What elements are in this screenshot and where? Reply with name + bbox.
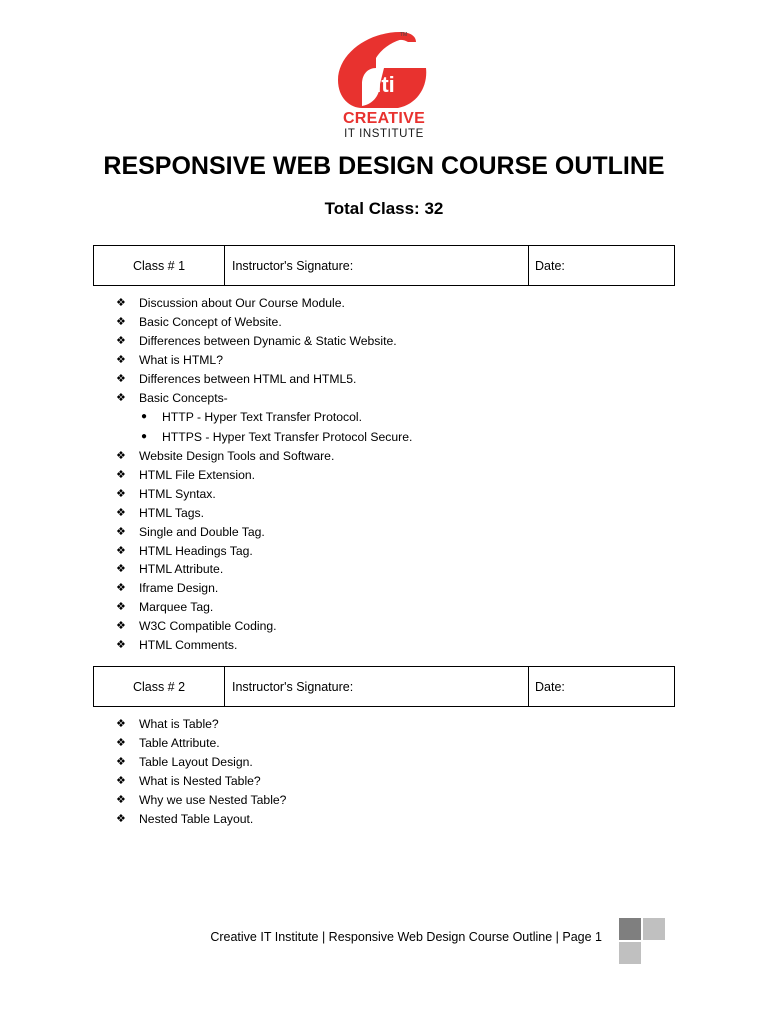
logo-mark-icon xyxy=(334,28,434,112)
diamond-bullet-icon: ❖ xyxy=(116,506,126,519)
diamond-bullet-icon: ❖ xyxy=(116,812,126,825)
diamond-bullet-icon: ❖ xyxy=(116,620,126,633)
list-item-text: What is Nested Table? xyxy=(139,773,261,788)
bullet-dot-icon: ● xyxy=(141,430,148,442)
logo-subtitle: IT INSTITUTE xyxy=(344,128,424,140)
instructor-signature-label: Instructor's Signature: xyxy=(225,667,529,706)
class-2-header-table xyxy=(93,666,675,707)
diamond-bullet-icon: ❖ xyxy=(116,582,126,595)
diamond-bullet-icon: ❖ xyxy=(116,468,126,481)
class-label: Class # 1 xyxy=(94,246,225,285)
class-label: Class # 2 xyxy=(94,667,225,706)
list-item-text: What is HTML? xyxy=(139,352,223,367)
list-item-text: What is Table? xyxy=(139,717,219,731)
list-item-text: Iframe Design. xyxy=(139,581,219,596)
diamond-bullet-icon: ❖ xyxy=(116,774,126,787)
footer-square-light xyxy=(643,918,665,940)
list-item-text: Basic Concepts- xyxy=(139,390,228,405)
diamond-bullet-icon: ❖ xyxy=(116,563,126,576)
diamond-bullet-icon: ❖ xyxy=(116,391,126,404)
list-item-text: Discussion about Our Course Module. xyxy=(139,296,345,310)
list-item-text: Table Layout Design. xyxy=(139,754,253,769)
logo-mark-text: iti xyxy=(375,72,395,97)
list-item-text: HTTP - Hyper Text Transfer Protocol. xyxy=(162,410,363,424)
diamond-bullet-icon: ❖ xyxy=(116,297,126,309)
date-label: Date: xyxy=(535,679,565,694)
date-label: Date: xyxy=(535,258,565,273)
footer-square-light xyxy=(619,942,641,964)
list-item-text: HTML Tags. xyxy=(139,505,205,520)
class-1-header-table xyxy=(93,245,675,286)
institute-logo xyxy=(334,28,434,142)
list-item-text: HTML Headings Tag. xyxy=(139,543,253,558)
list-item-text: HTML Syntax. xyxy=(139,486,216,501)
list-item-text: Differences between Dynamic & Static Website. xyxy=(139,333,397,348)
total-class: Total Class: 32 xyxy=(324,199,444,218)
list-item-text: Why we use Nested Table? xyxy=(139,792,287,807)
list-item-text: Website Design Tools and Software. xyxy=(139,449,335,463)
diamond-bullet-icon: ❖ xyxy=(116,372,126,385)
list-item-text: HTML Comments. xyxy=(139,638,238,652)
diamond-bullet-icon: ❖ xyxy=(116,601,126,614)
diamond-bullet-icon: ❖ xyxy=(116,450,126,462)
diamond-bullet-icon: ❖ xyxy=(116,793,126,806)
list-item-text: HTTPS - Hyper Text Transfer Protocol Secure. xyxy=(162,429,413,444)
list-item-text: Table Attribute. xyxy=(139,735,220,750)
diamond-bullet-icon: ❖ xyxy=(116,718,126,730)
logo-tm: TM xyxy=(400,32,408,38)
instructor-signature-label: Instructor's Signature: xyxy=(225,246,529,285)
diamond-bullet-icon: ❖ xyxy=(116,755,126,768)
logo-name: CREATIVE xyxy=(342,110,426,127)
list-item-text: Nested Table Layout. xyxy=(139,811,254,826)
document-title: RESPONSIVE WEB DESIGN COURSE OUTLINE xyxy=(103,152,665,180)
diamond-bullet-icon: ❖ xyxy=(116,353,126,366)
list-item-text: Marquee Tag. xyxy=(139,600,214,615)
diamond-bullet-icon: ❖ xyxy=(116,315,126,328)
list-item-text: HTML File Extension. xyxy=(139,467,256,482)
list-item-text: HTML Attribute. xyxy=(139,562,224,577)
diamond-bullet-icon: ❖ xyxy=(116,736,126,749)
diamond-bullet-icon: ❖ xyxy=(116,525,126,538)
list-item-text: Single and Double Tag. xyxy=(139,524,265,539)
diamond-bullet-icon: ❖ xyxy=(116,487,126,500)
list-item-text: Differences between HTML and HTML5. xyxy=(139,371,357,386)
diamond-bullet-icon: ❖ xyxy=(116,639,126,651)
bullet-dot-icon: ● xyxy=(141,411,148,422)
diamond-bullet-icon: ❖ xyxy=(116,544,126,557)
list-item-text: W3C Compatible Coding. xyxy=(139,619,277,634)
diamond-bullet-icon: ❖ xyxy=(116,334,126,347)
footer-square-dark xyxy=(619,918,641,940)
page-footer: Creative IT Institute | Responsive Web Design Course Outline | Page 1 xyxy=(210,930,602,944)
list-item-text: Basic Concept of Website. xyxy=(139,314,282,329)
